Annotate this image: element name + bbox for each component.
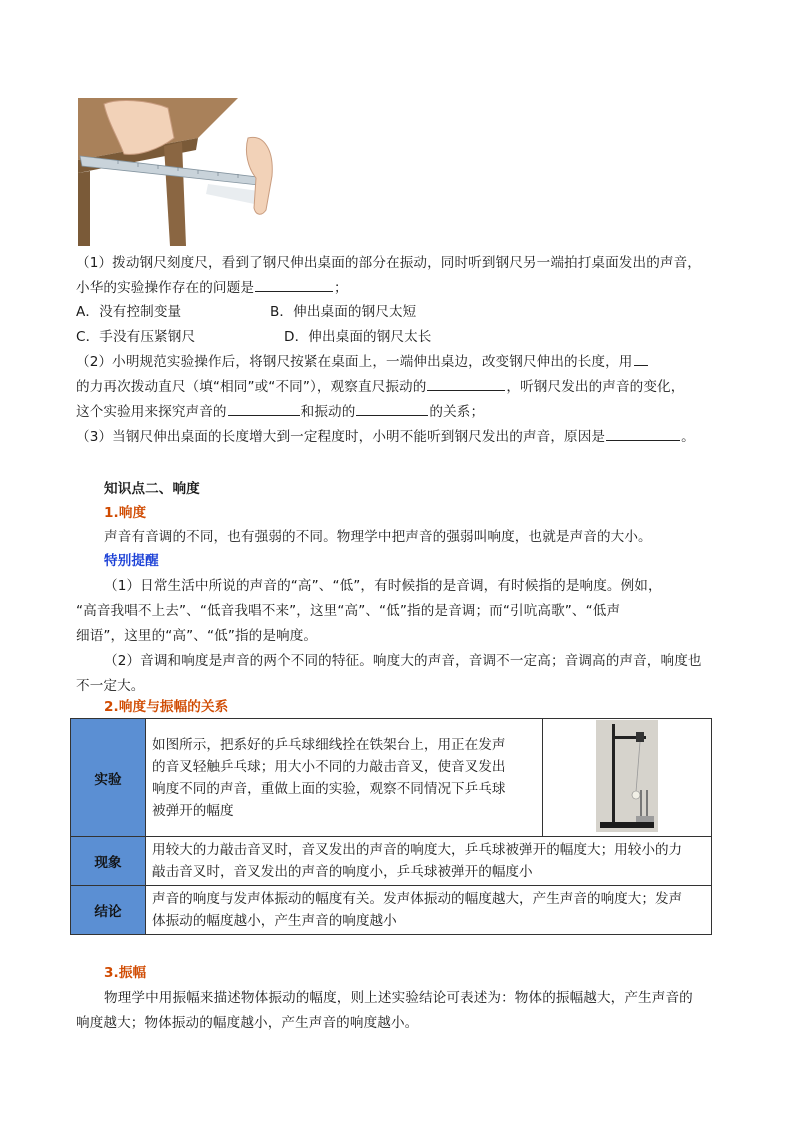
note1-line3: 细语”，这里的“高”、“低”指的是响度。: [76, 628, 318, 644]
subsection-title-loudness: 1.响度: [104, 505, 147, 521]
table-row: [71, 837, 712, 886]
note1-line2: “高音我唱不上去”、“低音我唱不来”，这里“高”、“低”指的是音调；而“引吭高歌”、“低声: [76, 603, 621, 619]
q1-option-b: B．伸出桌面的钢尺太短: [270, 304, 417, 320]
phenomenon-line: 用较大的力敲击音叉时，音叉发出的声音的响度大，乒乓球被弹开的幅度大；用较小的力: [152, 842, 683, 858]
tuning-fork-stand-icon: [596, 720, 658, 832]
table-row: [71, 886, 712, 935]
q1-line2-text: 小华的实验操作存在的问题是: [76, 280, 255, 296]
q3-line1-text: （3）当钢尺伸出桌面的长度增大到一定程度时，小明不能听到钢尺发出的声音，原因是: [76, 429, 606, 445]
q2-line1: [76, 351, 649, 373]
experiment-image-cell: [543, 719, 712, 837]
ruler-on-table-icon: [78, 98, 274, 246]
answer-blank[interactable]: [427, 376, 505, 391]
amplitude-line2: 响度越大；物体振动的幅度越小，产生声音的响度越小。: [76, 1015, 419, 1031]
q3-line1: [76, 426, 695, 448]
q1-line2: [76, 277, 348, 299]
q3-line1-end: 。: [681, 429, 695, 445]
row-head-phenomenon: 现象: [71, 837, 146, 886]
q1-option-a: A．没有控制变量: [76, 304, 182, 320]
q2-line3-end: 的关系；: [429, 404, 485, 420]
row-head-conclusion: 结论: [71, 886, 146, 935]
loudness-amplitude-table: [70, 718, 712, 935]
q1-line2-end: ；: [334, 280, 348, 296]
answer-blank[interactable]: [228, 401, 300, 416]
conclusion-line: 声音的响度与发声体振动的幅度有关。发声体振动的幅度越大，产生声音的响度大；发声: [152, 891, 683, 907]
table-row: [71, 719, 712, 837]
experiment-line: 如图所示，把系好的乒乓球细线拴在铁架台上，用正在发声: [152, 736, 506, 753]
q1-line1: （1）拨动钢尺刻度尺，看到了钢尺伸出桌面的部分在振动，同时听到钢尺另一端拍打桌面发出的声音，: [76, 255, 701, 271]
q2-line2: [76, 376, 684, 398]
answer-blank[interactable]: [356, 401, 428, 416]
answer-blank[interactable]: [606, 426, 680, 441]
experiment-line: 被弹开的幅度: [152, 802, 234, 819]
q2-line3-mid: 和振动的: [300, 404, 356, 420]
note2-line1: （2）音调和响度是声音的两个不同的特征。响度大的声音，音调不一定高；音调高的声音，响度也: [104, 653, 702, 669]
subsection-title-amplitude-relation: 2.响度与振幅的关系: [104, 699, 229, 715]
phenomenon-line: 敲击音叉时，音叉发出的声音的响度小，乒乓球被弹开的幅度小: [152, 864, 533, 880]
q2-line2-text: 的力再次拨动直尺（填“相同”或“不同”），观察直尺振动的: [76, 379, 427, 395]
answer-blank[interactable]: [255, 277, 333, 292]
conclusion-line: 体振动的幅度越小，产生声音的响度越小: [152, 913, 397, 929]
q2-line2-end: ，听钢尺发出的声音的变化，: [506, 379, 685, 395]
special-note-title: 特别提醒: [104, 553, 159, 569]
ruler-table-figure: [78, 98, 274, 246]
experiment-description: [146, 719, 543, 837]
q1-option-d: D．伸出桌面的钢尺太长: [284, 329, 432, 345]
q1-option-c: C．手没有压紧钢尺: [76, 329, 196, 345]
subsection-title-amplitude: 3.振幅: [104, 965, 147, 981]
answer-blank[interactable]: [634, 351, 648, 366]
q2-line3-text: 这个实验用来探究声音的: [76, 404, 227, 420]
section-title: 知识点二、响度: [104, 481, 200, 497]
amplitude-line1: 物理学中用振幅来描述物体振动的幅度，则上述实验结论可表述为：物体的振幅越大，产生声音的: [104, 990, 693, 1006]
note1-line1: （1）日常生活中所说的声音的“高”、“低”，有时候指的是音调，有时候指的是响度。例如，: [104, 578, 662, 594]
q2-line3: [76, 401, 484, 423]
conclusion-description: [146, 886, 712, 935]
note2-line2: 不一定大。: [76, 678, 145, 694]
experiment-line: 响度不同的声音，重做上面的实验，观察不同情况下乒乓球: [152, 780, 506, 797]
q2-line1-text: （2）小明规范实验操作后，将钢尺按紧在桌面上，一端伸出桌边，改变钢尺伸出的长度，用: [76, 354, 633, 370]
experiment-line: 的音叉轻触乒乓球；用大小不同的力敲击音叉，使音叉发出: [152, 758, 506, 775]
phenomenon-description: [146, 837, 712, 886]
row-head-experiment: 实验: [71, 719, 146, 837]
loudness-definition: 声音有音调的不同，也有强弱的不同。物理学中把声音的强弱叫响度，也就是声音的大小。: [104, 529, 652, 545]
